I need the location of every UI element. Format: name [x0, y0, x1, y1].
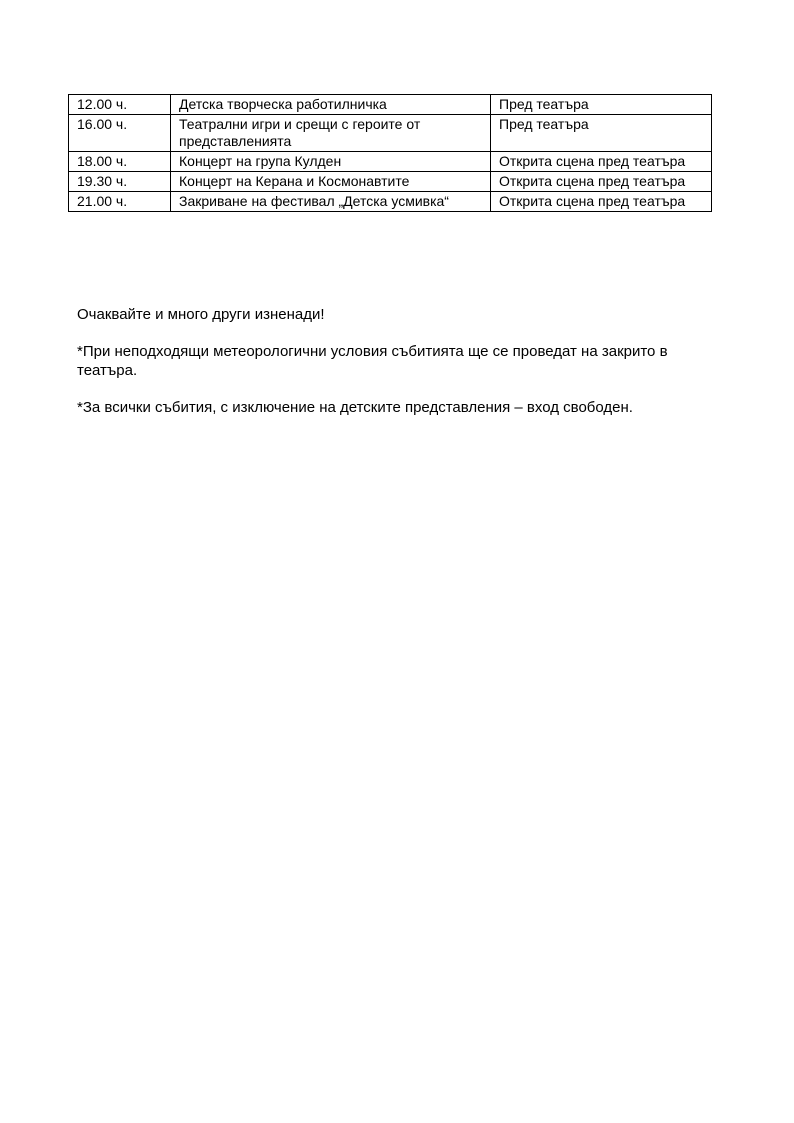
table-row [69, 95, 712, 115]
table-row [69, 115, 712, 152]
time-cell: 16.00 ч. [69, 115, 171, 152]
event-cell: Закриване на фестивал „Детска усмивка“ [171, 192, 491, 212]
surprise-note: Очаквайте и много други изненади! [77, 306, 325, 323]
time-cell: 18.00 ч. [69, 152, 171, 172]
place-cell: Пред театъра [491, 95, 712, 115]
notes-section [77, 305, 717, 435]
event-cell: Детска творческа работилничка [171, 95, 491, 115]
place-cell: Открита сцена пред театъра [491, 172, 712, 192]
event-cell: Театрални игри и срещи с героите от представленията [171, 115, 491, 152]
place-cell: Открита сцена пред театъра [491, 152, 712, 172]
time-cell: 19.30 ч. [69, 172, 171, 192]
time-cell: 12.00 ч. [69, 95, 171, 115]
event-cell: Концерт на Керана и Космонавтите [171, 172, 491, 192]
table-row [69, 192, 712, 212]
table-row [69, 172, 712, 192]
table-row [69, 152, 712, 172]
place-cell: Открита сцена пред театъра [491, 192, 712, 212]
place-cell: Пред театъра [491, 115, 712, 152]
event-cell: Концерт на група Кулден [171, 152, 491, 172]
time-cell: 21.00 ч. [69, 192, 171, 212]
weather-note: *При неподходящи метеорологични условия събитията ще се проведат на закрито в театъра. [77, 343, 668, 379]
schedule-table [68, 94, 712, 212]
entry-note: *За всички събития, с изключение на детските представления – вход свободен. [77, 399, 633, 416]
